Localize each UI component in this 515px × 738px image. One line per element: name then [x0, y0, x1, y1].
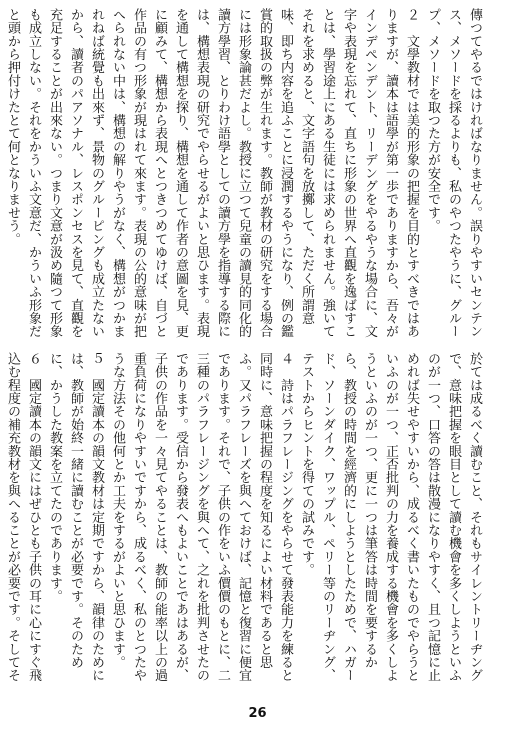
paragraph-continuation: 傳つてやるではければなりません。誤りやすいセンテンス、メソードを採るよりも、私のやつたやうに、グループ、メソードを取つた方が安全です。 [425, 8, 482, 338]
paragraph-5: ５ 國定讀本の韻文教材は定期ですから、韻律のためには、教師が始終一緒に讀むことが必要です。そのために、かうした教案を立てたのであります。 [47, 352, 104, 682]
paragraph-3 [0, 8, 2, 338]
page-number: 26 [248, 706, 267, 721]
paragraph-4: ４ 詩はパラフレージングをやらせて發表能力を練ると同時に、意味把握の程度を知るによい材料であると思ふ。又パラフレーズを與へておけば、記憶と復習に便宜であります。それで、子供の作をいふ價價のもとに、二三種のパラフレージングを與へて、之れを批判させたのであります。受信から發表へもよいことであはあるが、子供の作品を一々見てやることは、教師の能率以上の過重負荷になりやすいですから、成るべく、私のとつたやうな方法その他何とか工夫をするがよいと思ひます。 [110, 352, 293, 682]
bottom-text-block [5, 352, 485, 690]
paragraph-3-continued: 於ては成るべく讀むこと、それもサイレントリーヂングで、意味把握を眼目として讀む機會を多くしようといふのが一つ、口答の答は散漫になりやすく、且つ記憶に止めれば失せやすいから、成るべく書いたものでやらうといふのが一つ、正否批判の力を養成する機會を多くしようといふのが一つ、更に一つは筆答は時間を要するから、教授の時間を經濟的にしようとしたためで、ハガード、ソーンダイク、ワップル、ペリー等のリーヂング、テストからヒントを得ての試みです。 [299, 352, 482, 682]
paragraph-6: ６ 國定讀本の韻文にはぜひとも子供の耳に心にすぐ飛込む程度の補充教材を與へることが必要です。そしてそ [5, 352, 41, 682]
paragraph-2: ２ 文學教材では美的形象の把握を目的とすべきではありますが、讀本は語學が第一歩でありますから、吾々がインデペンデント、リーデングをやるやうな場合に、文字や表現を忘れて、直ちに形象の世界へ直觀を逸ばすことは、學習途上にある生徒には求められません。強いてそれを求めると、文字語句を放擲して、ただく所謂意味、即ち内容を追ふことに浸潤するやうになり、例の鑑賞的取扱の弊が生れます。教師が教材の研究をする場合には形象論甚だよし。教授に立つて兒童の讀見的同化的讀方學習、とりわけ語學としての讀方學を指導する際には、構想表現の研究でやらせるがよいと思ひます。表現を通して構想を探り、構想を通して作者の意圖を見、更に顧みて、構想から表現へとつきつめてゆけば、自づと作品の有つ形象が現はれて來ます。表現の公的意味が把へられない中は、構想の解りやうがなく、構想がつかまれねば統覺も出來ず、景物のグルーピングも成立たないから、讀者のパアソナル、レスポンセスを見て、直觀を充足することが出來ない。つまり文意が汲め隨つて形象も成立しない。それをかういふ文意だ、かういふ形象だと頭から押付けたとて何となりませう。 [5, 8, 419, 338]
top-text-block [5, 8, 485, 338]
